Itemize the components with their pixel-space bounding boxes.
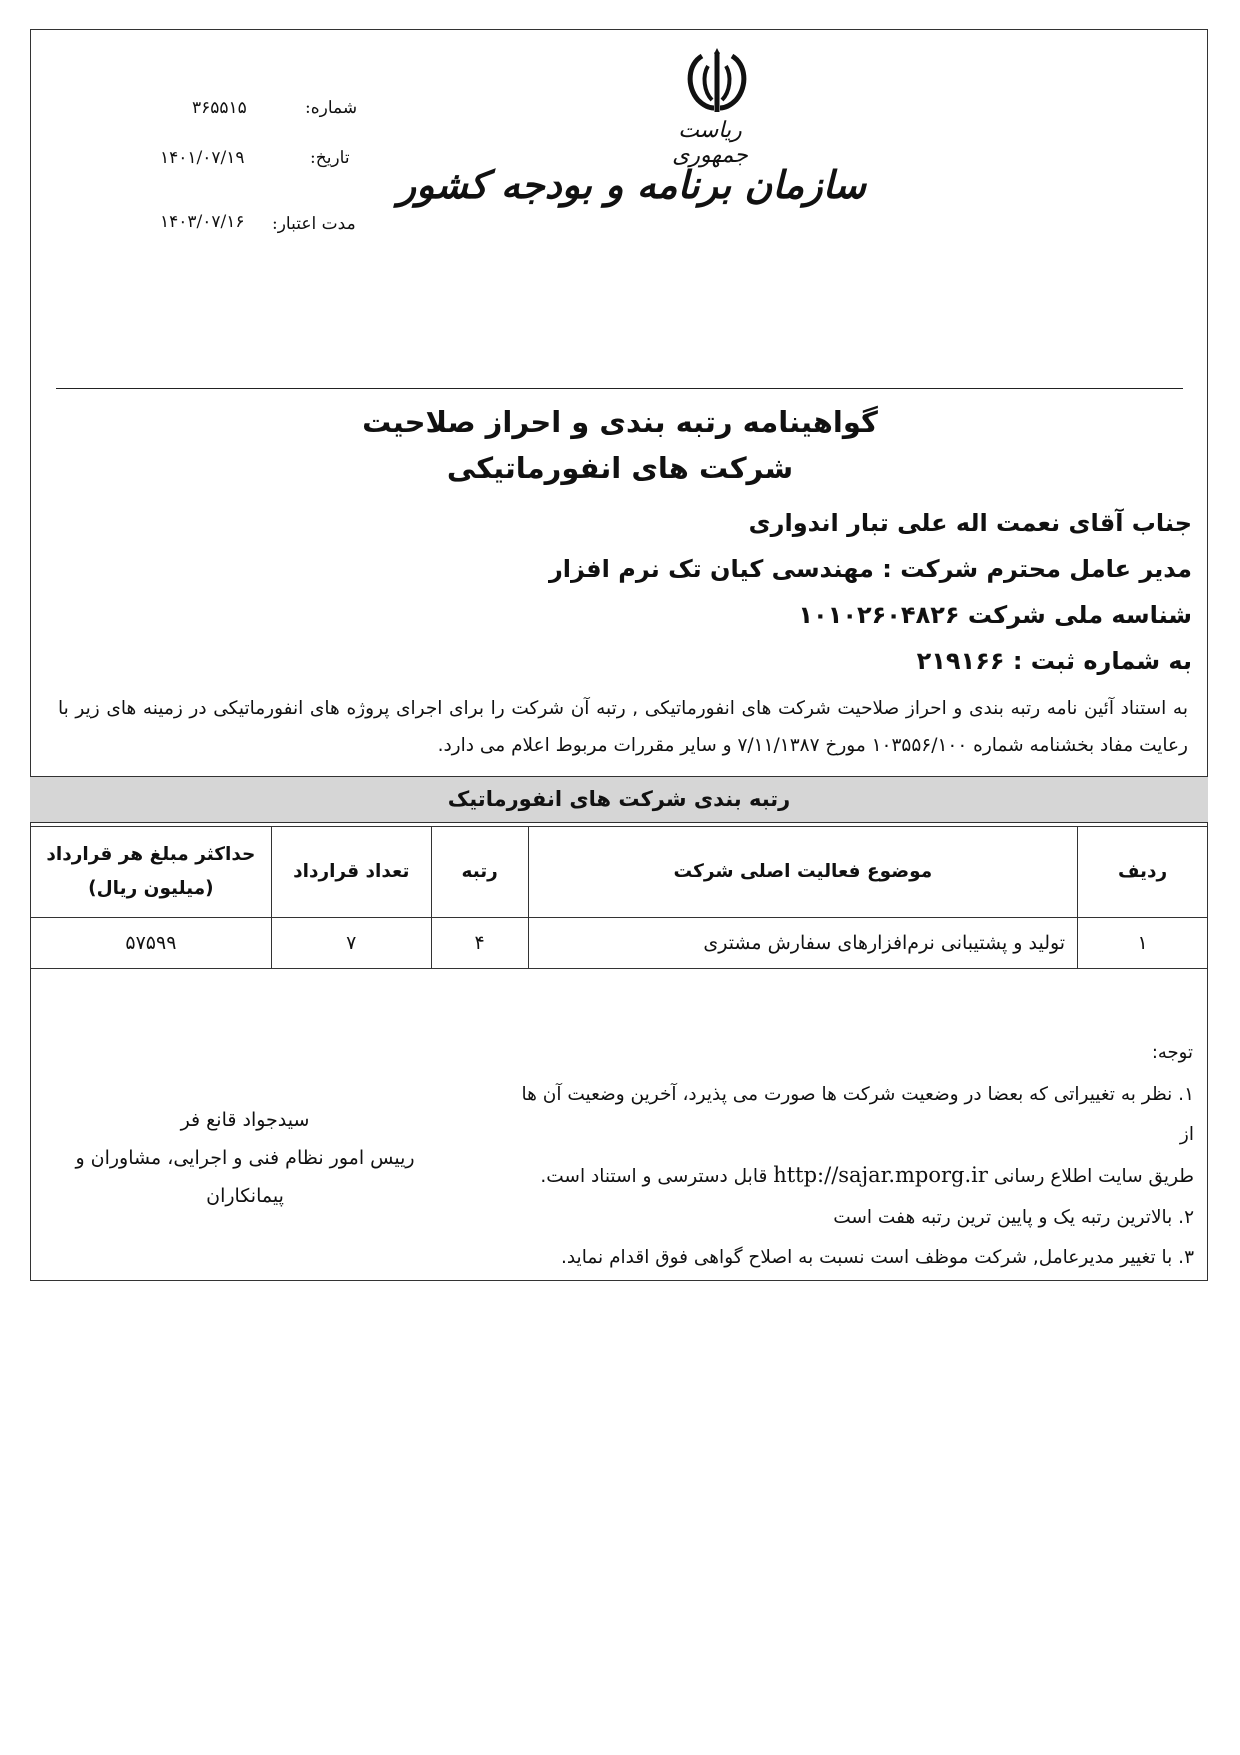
note-1b: از (1179, 1124, 1194, 1145)
validity-value: ۱۴۰۳/۰۷/۱۶ (160, 212, 245, 232)
registration-line: به شماره ثبت : ۲۱۹۱۶۶ (916, 647, 1192, 675)
number-label: شماره: (305, 98, 358, 118)
divider (56, 388, 1183, 389)
header-max-amount-line1: حداکثر مبلغ هر قرارداد (46, 844, 256, 865)
date-label: تاریخ: (310, 148, 350, 168)
body-paragraph: به استناد آئین نامه رتبه بندی و احراز صلاحیت شرکت های انفورماتیکی , رتبه آن شرکت را برای اجرای پروژه های انفورماتیکی در زمینه های زیر با رعایت مفاد بخشنامه شماره ۱۰۳۵۵۶/۱۰۰ مورخ ۷/۱۱/۱۳۸۷ و سایر مقررات مربوط اعلام می دارد. (58, 698, 1188, 756)
header-activity: موضوع فعالیت اصلی شرکت (528, 827, 1077, 918)
note-1a: ۱. نظر به تغییراتی که بعضا در وضعیت شرکت ها صورت می پذیرد، آخرین وضعیت آن ها (521, 1084, 1194, 1105)
addressee-name: جناب آقای نعمت اله علی تبار اندواری (748, 509, 1192, 537)
sajar-link[interactable]: http://sajar.mporg.ir (773, 1163, 988, 1187)
iran-emblem-icon (678, 48, 756, 118)
header-max-amount (31, 827, 272, 918)
org-big-logo-text: سازمان برنامه و بودجه کشور (397, 162, 866, 207)
notes-title: توجه: (1151, 1042, 1193, 1063)
date-value: ۱۴۰۱/۰۷/۱۹ (160, 148, 245, 168)
note-1c (454, 1160, 1194, 1192)
signatory-name: سیدجواد قانع فر (180, 1109, 310, 1131)
company-line: مدیر عامل محترم شرکت : مهندسی کیان تک نرم افزار (548, 555, 1192, 583)
header-rank: رتبه (431, 827, 528, 918)
cell-contract-count: ۷ (271, 918, 431, 969)
cell-row-no: ۱ (1078, 918, 1208, 969)
note-1c-pre: طریق سایت اطلاع رسانی (993, 1166, 1194, 1187)
header-max-amount-line2: (میلیون ریال) (88, 878, 214, 899)
number-value: ۳۶۵۵۱۵ (192, 98, 247, 118)
cell-max-amount: ۵۷۵۹۹ (31, 918, 272, 969)
note-3: ۳. با تغییر مدیرعامل, شرکت موظف است نسبت به اصلاح گواهی فوق اقدام نماید. (560, 1247, 1194, 1268)
note-2: ۲. بالاترین رتبه یک و پایین ترین رتبه هفت است (833, 1207, 1194, 1228)
certificate-subtitle: شرکت های انفورماتیکی (446, 451, 794, 485)
header-contract-count: تعداد قرارداد (271, 827, 431, 918)
signatory-title-1: رییس امور نظام فنی و اجرایی، مشاوران و (75, 1147, 415, 1169)
table-band-title: رتبه بندی شرکت های انفورماتیک (30, 776, 1208, 823)
cell-activity: تولید و پشتیبانی نرم‌افزارهای سفارش مشتری (528, 918, 1077, 969)
table-header-row (31, 827, 1208, 918)
cell-rank: ۴ (431, 918, 528, 969)
header-row-no: ردیف (1078, 827, 1208, 918)
table-row (31, 918, 1208, 969)
note-1c-post: قابل دسترسی و استناد است. (540, 1166, 768, 1187)
validity-label: مدت اعتبار: (272, 214, 356, 234)
national-id-line: شناسه ملی شرکت ۱۰۱۰۲۶۰۴۸۲۶ (798, 601, 1192, 629)
signatory-title-2: پیمانکاران (206, 1185, 284, 1207)
ranking-table (30, 826, 1208, 969)
certificate-title: گواهینامه رتبه بندی و احراز صلاحیت (362, 405, 878, 439)
org-small-logo-text: ریاست جمهوری (672, 118, 748, 168)
